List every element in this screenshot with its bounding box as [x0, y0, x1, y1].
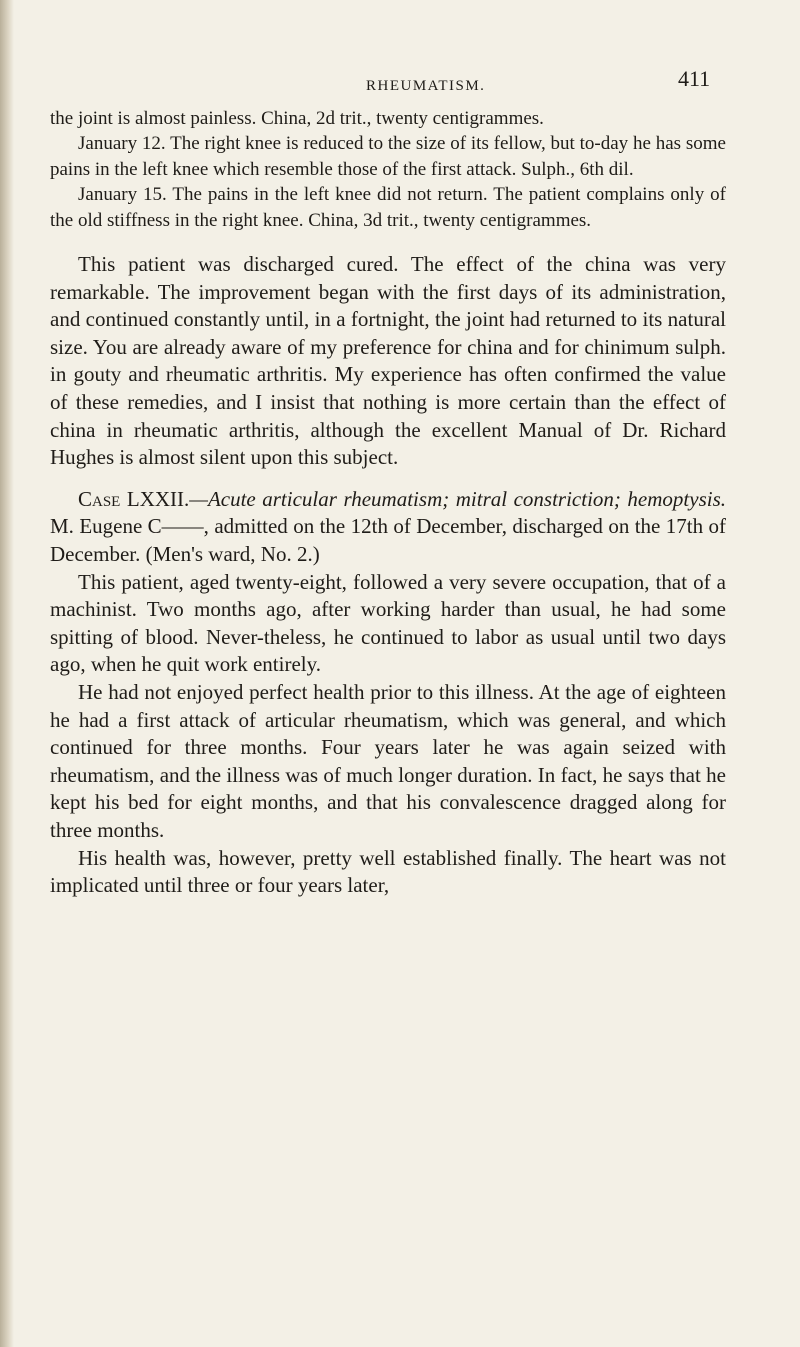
case-header — [50, 486, 726, 569]
running-head: RHEUMATISM. — [366, 78, 486, 94]
page-number: 411 — [678, 66, 711, 91]
paragraph-gap — [50, 233, 726, 251]
case-paragraph: This patient, aged twenty-eight, followed a very severe occupation, that of a machinist. Two months ago, after working harder than usual, he had some spitting of blood. Never-theless, he continued to labor as usual until two days ago, when he quit work entirely. — [50, 569, 726, 677]
clinical-note: the joint is almost painless. China, 2d trit., twenty centigrammes. — [50, 108, 544, 129]
clinical-note: January 12. The right knee is reduced to the size of its fellow, but to-day he has some pains in the left knee which resemble those of the first attack. Sulph., 6th dil. — [50, 133, 726, 180]
clinical-note: January 15. The pains in the left knee did not return. The patient complains only of the old stiffness in the right knee. China, 3d trit., twenty centigrammes. — [50, 184, 726, 231]
page-body — [50, 106, 726, 900]
case-paragraph: His health was, however, pretty well established finally. The heart was not implicated until three or four years later, — [50, 845, 726, 898]
case-title: —Acute articular rheumatism; mitral constriction; hemoptysis. — [189, 486, 726, 511]
case-heading: Case LXXII. — [78, 486, 190, 511]
discussion-paragraph: This patient was discharged cured. The effect of the china was very remarkable. The improvement began with the first days of its administration, and continued constantly until, in a fortnight, the joint had returned to its natural size. You are already aware of my preference for china and for chinimum sulph. in gouty and rheumatic arthritis. My experience has often confirmed the value of these remedies, and I insist that nothing is more certain than the effect of china in rheumatic arthritis, although the excellent Manual of Dr. Richard Hughes is almost silent upon this subject. — [50, 252, 726, 470]
case-intro: M. Eugene C——, admitted on the 12th of December, discharged on the 17th of December. (Men's ward, No. 2.) — [50, 514, 726, 566]
case-paragraph: He had not enjoyed perfect health prior to this illness. At the age of eighteen he had a first attack of articular rheumatism, which was general, and which continued for three months. Four years later he was again seized with rheumatism, and the illness was of much longer duration. In fact, he says that he kept his bed for eight months, and that his convalescence dragged along for three months. — [50, 679, 726, 842]
paragraph-gap — [50, 472, 726, 486]
